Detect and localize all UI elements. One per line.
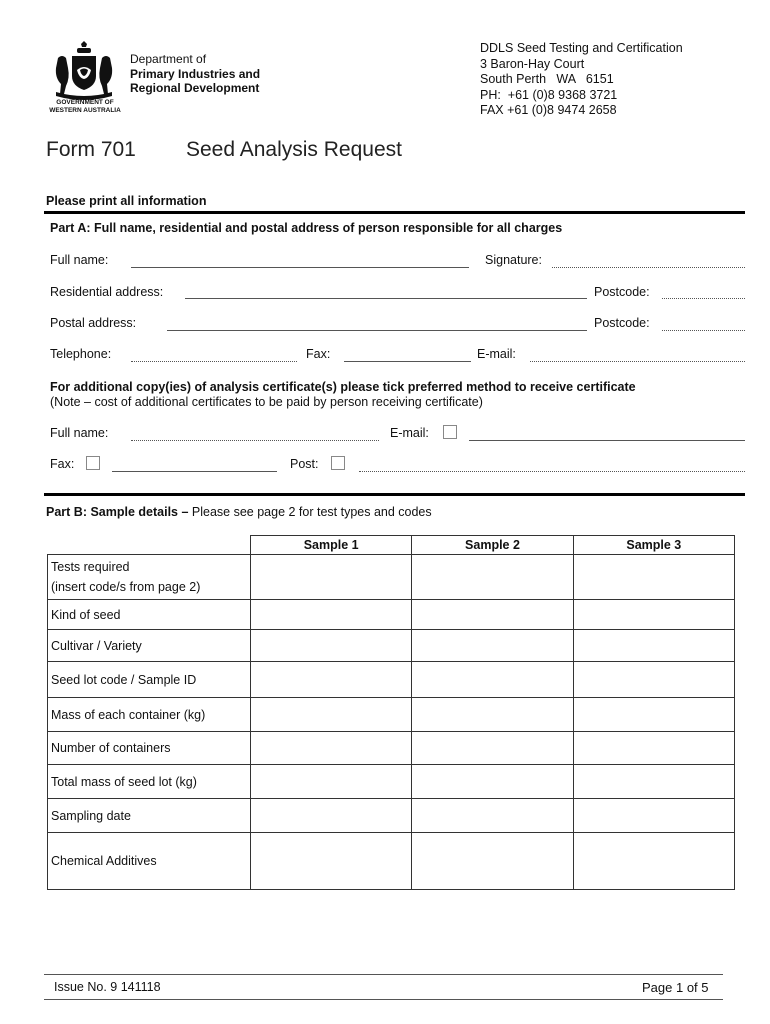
residential-postcode-field[interactable] bbox=[662, 298, 745, 299]
department-line-1: Department of bbox=[130, 52, 207, 66]
row-label-number-of-containers: Number of containers bbox=[48, 732, 251, 765]
telephone-label: Telephone: bbox=[50, 347, 112, 361]
postcode-label: Postcode: bbox=[594, 285, 650, 299]
residential-address-field[interactable] bbox=[185, 298, 587, 299]
row-label-cultivar: Cultivar / Variety bbox=[48, 630, 251, 662]
sample-1-cell[interactable] bbox=[251, 765, 412, 799]
additional-post-field[interactable] bbox=[359, 471, 745, 472]
sample-3-header: Sample 3 bbox=[573, 536, 734, 555]
sample-3-cell[interactable] bbox=[573, 600, 734, 630]
sample-3-cell[interactable] bbox=[573, 799, 734, 833]
table-row bbox=[48, 833, 735, 890]
part-a-title: Part A: Full name, residential and postal address of person responsible for all charges bbox=[50, 221, 563, 235]
sample-2-cell[interactable] bbox=[412, 833, 573, 890]
postal-postcode-label: Postcode: bbox=[594, 316, 650, 330]
additional-fax-field[interactable] bbox=[112, 471, 277, 472]
tests-required-line-1: Tests required bbox=[51, 560, 130, 574]
department-name bbox=[130, 52, 260, 96]
additional-email-label: E-mail: bbox=[390, 426, 429, 440]
signature-field[interactable] bbox=[552, 267, 745, 268]
fax-label: Fax: bbox=[306, 347, 331, 361]
table-row bbox=[48, 630, 735, 662]
footer-rule-bottom bbox=[44, 999, 723, 1000]
table-row bbox=[48, 698, 735, 732]
contact-line-2: 3 Baron-Hay Court bbox=[480, 56, 585, 71]
additional-post-label: Post: bbox=[290, 457, 319, 471]
table-row bbox=[48, 765, 735, 799]
post-checkbox[interactable] bbox=[331, 456, 345, 470]
contact-line-3: South Perth WA 6151 bbox=[480, 72, 614, 86]
row-label-seed-lot-code: Seed lot code / Sample ID bbox=[48, 662, 251, 698]
sample-3-cell[interactable] bbox=[573, 630, 734, 662]
sample-3-cell[interactable] bbox=[573, 833, 734, 890]
postal-address-label: Postal address: bbox=[50, 316, 137, 330]
additional-fax-label: Fax: bbox=[50, 457, 75, 471]
additional-full-name-label: Full name: bbox=[50, 426, 109, 440]
table-row bbox=[48, 732, 735, 765]
sample-1-cell[interactable] bbox=[251, 662, 412, 698]
row-label-kind-of-seed: Kind of seed bbox=[48, 600, 251, 630]
sample-2-header: Sample 2 bbox=[412, 536, 573, 555]
sample-2-cell[interactable] bbox=[412, 600, 573, 630]
contact-block bbox=[480, 41, 683, 119]
row-label-tests-required bbox=[48, 555, 251, 600]
fax-checkbox[interactable] bbox=[86, 456, 100, 470]
full-name-field[interactable] bbox=[131, 267, 469, 268]
part-b-title bbox=[46, 505, 432, 519]
sample-3-cell[interactable] bbox=[573, 662, 734, 698]
tests-required-line-2: (insert code/s from page 2) bbox=[51, 580, 201, 594]
email-checkbox[interactable] bbox=[443, 425, 457, 439]
additional-copies-note: (Note – cost of additional certificates to be paid by person receiving certificate) bbox=[50, 395, 483, 409]
additional-copies-title: For additional copy(ies) of analysis certificate(s) please tick preferred method to receive certificate bbox=[50, 380, 636, 394]
footer-rule-top bbox=[44, 974, 723, 975]
row-label-chemical-additives: Chemical Additives bbox=[48, 833, 251, 890]
sample-1-cell[interactable] bbox=[251, 630, 412, 662]
full-name-label: Full name: bbox=[50, 253, 109, 267]
sample-3-cell[interactable] bbox=[573, 698, 734, 732]
government-of-wa-text: GOVERNMENT OF WESTERN AUSTRALIA bbox=[49, 99, 121, 114]
row-label-total-mass: Total mass of seed lot (kg) bbox=[48, 765, 251, 799]
part-b-title-rest: Please see page 2 for test types and codes bbox=[188, 505, 432, 519]
form-title: Seed Analysis Request bbox=[186, 138, 402, 161]
table-row bbox=[48, 555, 735, 600]
sample-1-cell[interactable] bbox=[251, 799, 412, 833]
sample-1-cell[interactable] bbox=[251, 732, 412, 765]
print-instruction: Please print all information bbox=[46, 194, 207, 208]
part-b-title-bold: Part B: Sample details – bbox=[46, 505, 189, 519]
sample-2-cell[interactable] bbox=[412, 765, 573, 799]
table-row bbox=[48, 799, 735, 833]
sample-3-cell[interactable] bbox=[573, 765, 734, 799]
postal-postcode-field[interactable] bbox=[662, 330, 745, 331]
sample-2-cell[interactable] bbox=[412, 732, 573, 765]
row-label-sampling-date: Sampling date bbox=[48, 799, 251, 833]
sample-2-cell[interactable] bbox=[412, 555, 573, 600]
table-corner-cell bbox=[48, 536, 251, 555]
residential-address-label: Residential address: bbox=[50, 285, 164, 299]
sample-1-cell[interactable] bbox=[251, 600, 412, 630]
row-label-mass-per-container: Mass of each container (kg) bbox=[48, 698, 251, 732]
sample-2-cell[interactable] bbox=[412, 698, 573, 732]
sample-2-cell[interactable] bbox=[412, 799, 573, 833]
section-divider bbox=[44, 211, 745, 214]
sample-3-cell[interactable] bbox=[573, 555, 734, 600]
sample-1-cell[interactable] bbox=[251, 698, 412, 732]
sample-2-cell[interactable] bbox=[412, 630, 573, 662]
section-divider-b bbox=[44, 493, 745, 496]
sample-3-cell[interactable] bbox=[573, 732, 734, 765]
sample-2-cell[interactable] bbox=[412, 662, 573, 698]
sample-1-cell[interactable] bbox=[251, 833, 412, 890]
form-number: Form 701 bbox=[46, 138, 136, 161]
sample-1-cell[interactable] bbox=[251, 555, 412, 600]
department-line-2: Primary Industries and bbox=[130, 66, 261, 81]
department-line-3: Regional Development bbox=[130, 81, 260, 95]
email-field[interactable] bbox=[530, 361, 745, 362]
additional-full-name-field[interactable] bbox=[131, 440, 379, 441]
table-row bbox=[48, 662, 735, 698]
fax-field[interactable] bbox=[344, 361, 471, 362]
telephone-field[interactable] bbox=[131, 361, 297, 362]
table-header-row bbox=[48, 536, 735, 555]
table-row bbox=[48, 600, 735, 630]
sample-1-header: Sample 1 bbox=[251, 536, 412, 555]
additional-email-field[interactable] bbox=[469, 440, 745, 441]
signature-label: Signature: bbox=[485, 253, 542, 267]
contact-line-4: PH: +61 (0)8 9368 3721 bbox=[480, 87, 618, 102]
issue-number: Issue No. 9 141118 bbox=[54, 980, 161, 994]
page-number: Page 1 of 5 bbox=[642, 980, 709, 995]
email-label: E-mail: bbox=[477, 347, 516, 361]
sample-details-table bbox=[47, 535, 735, 890]
contact-line-1: DDLS Seed Testing and Certification bbox=[480, 41, 683, 55]
postal-address-field[interactable] bbox=[167, 330, 587, 331]
contact-line-5: FAX +61 (0)8 9474 2658 bbox=[480, 103, 617, 117]
